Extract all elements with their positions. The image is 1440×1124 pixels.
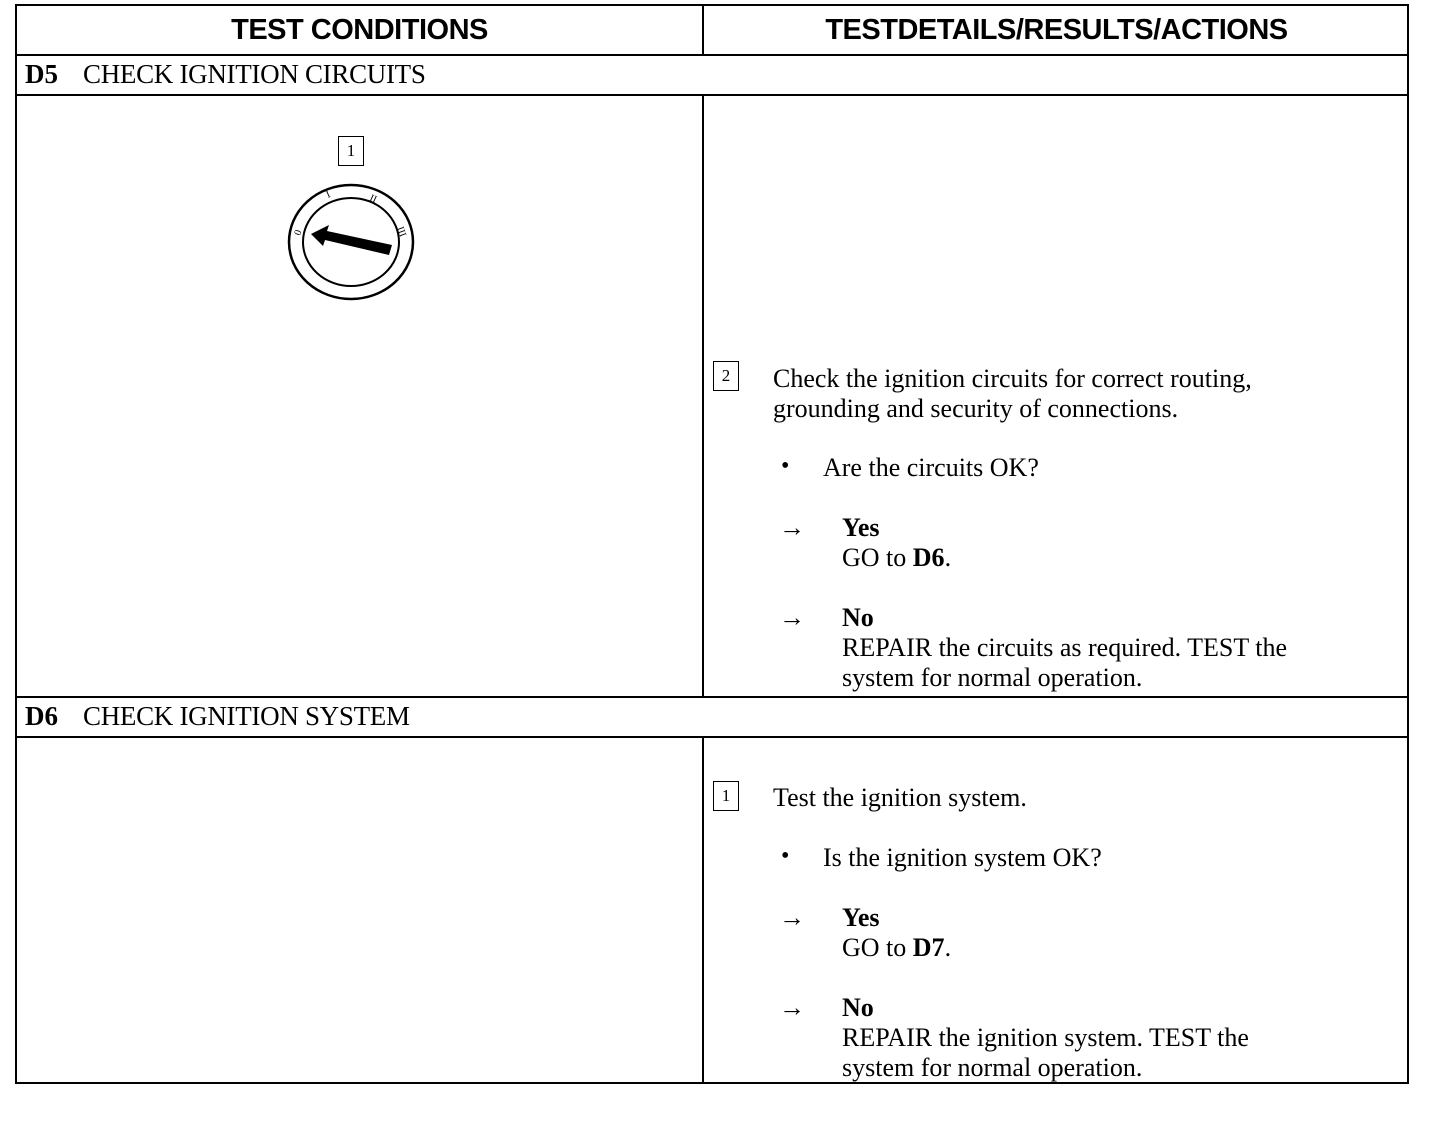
column-divider: [702, 738, 704, 1082]
no-action: system for normal operation.: [842, 1053, 1143, 1082]
arrow-right-icon: →: [779, 603, 805, 632]
test-table: [15, 4, 1409, 1084]
step-box: 1: [338, 136, 364, 166]
no-action: system for normal operation.: [842, 663, 1143, 692]
section-title: CHECK IGNITION SYSTEM: [83, 700, 410, 731]
bullet: •: [781, 843, 790, 869]
instruction-text: grounding and security of connections.: [773, 394, 1179, 423]
divider: [17, 736, 1407, 738]
ignition-label: III: [394, 225, 408, 239]
question-text: Are the circuits OK?: [823, 453, 1039, 482]
no-action: REPAIR the ignition system. TEST the: [842, 1023, 1249, 1052]
no-label: No: [842, 603, 874, 632]
instruction-text: Test the ignition system.: [773, 783, 1027, 812]
section-header-d6: [17, 696, 410, 736]
divider: [17, 94, 1407, 96]
section-header-d5: [17, 54, 426, 94]
bullet: •: [781, 453, 790, 479]
ignition-switch-icon: [285, 178, 419, 302]
section-title: CHECK IGNITION CIRCUITS: [83, 58, 426, 89]
yes-label: Yes: [842, 903, 880, 932]
section-id: D6: [25, 700, 58, 731]
column-divider: [702, 96, 704, 696]
ignition-label: II: [367, 192, 379, 206]
arrow-right-icon: →: [779, 993, 805, 1022]
header-test-details: TESTDETAILS/RESULTS/ACTIONS: [825, 13, 1288, 46]
column-divider: [702, 6, 704, 54]
instruction-text: Check the ignition circuits for correct routing,: [773, 364, 1252, 393]
step-box: 1: [713, 781, 739, 811]
yes-action: GO to D7.: [842, 933, 952, 962]
arrow-right-icon: →: [779, 903, 805, 932]
step-box: 2: [713, 361, 739, 391]
section-id: D5: [25, 58, 58, 89]
no-label: No: [842, 993, 874, 1022]
header-test-conditions: TEST CONDITIONS: [231, 13, 488, 46]
yes-label: Yes: [842, 513, 880, 542]
no-action: REPAIR the circuits as required. TEST the: [842, 633, 1288, 662]
ignition-label: 0: [292, 228, 305, 238]
goto-target: D6: [912, 543, 945, 572]
question-text: Is the ignition system OK?: [823, 843, 1102, 872]
arrow-right-icon: →: [779, 513, 805, 542]
yes-action: GO to D6.: [842, 543, 952, 572]
goto-target: D7: [912, 933, 945, 962]
ignition-label: I: [324, 189, 333, 201]
